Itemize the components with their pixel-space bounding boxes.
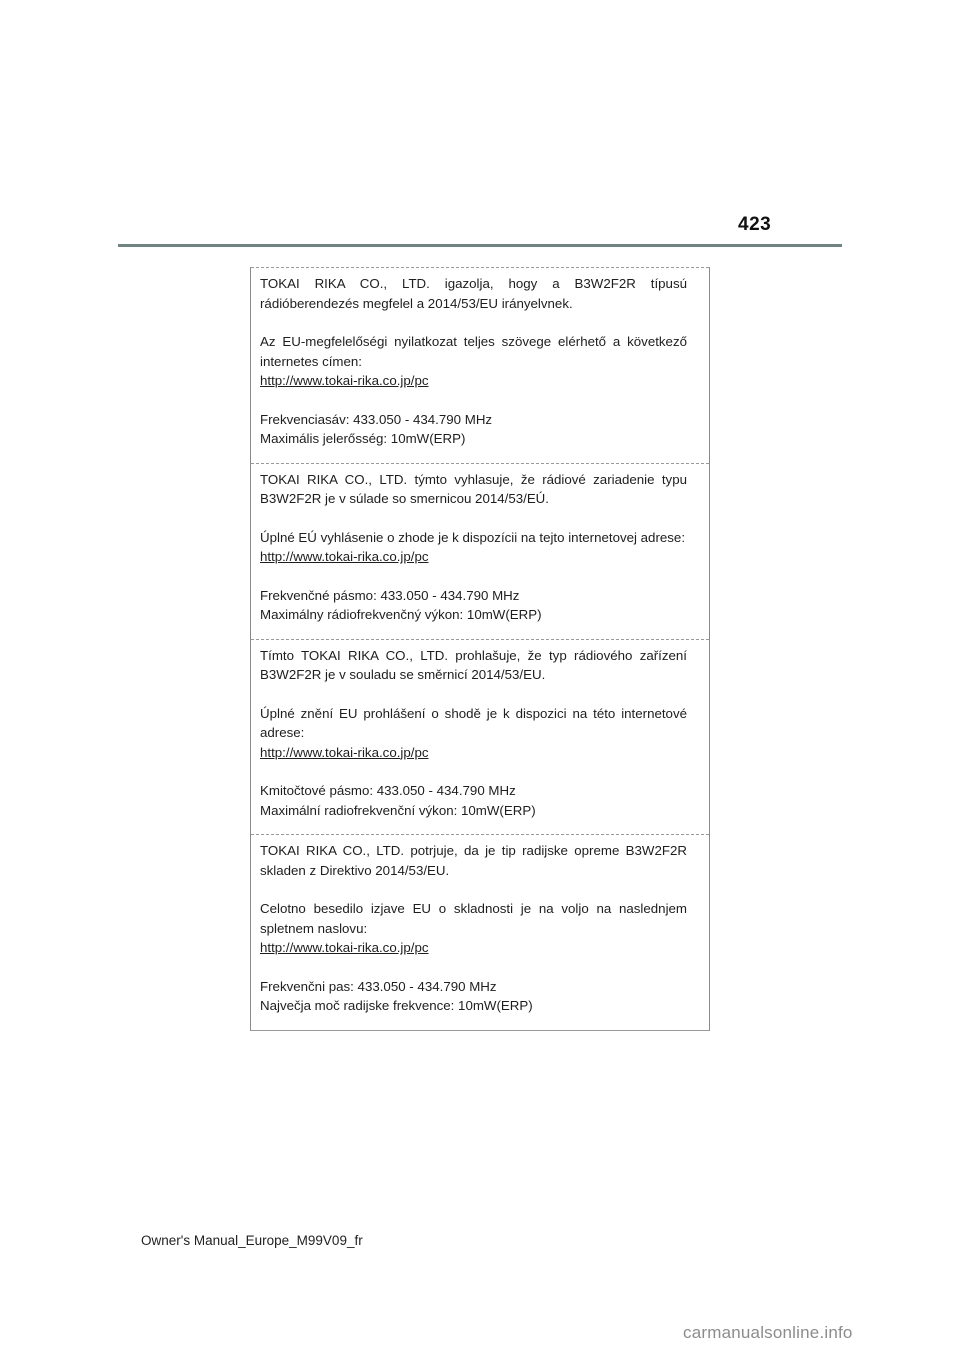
declaration-intro: TOKAI RIKA CO., LTD. igazolja, hogy a B3W2F2R típusú rádióberendezés megfelel a 2014/53/EU irányelvnek. xyxy=(260,276,687,311)
declaration-availability: Úplné znění EU prohlášení o shodě je k dispozici na této internetové adrese: xyxy=(260,705,687,740)
declaration-section-slovak xyxy=(251,463,709,639)
frequency-band: Kmitočtové pásmo: 433.050 - 434.790 MHz xyxy=(260,783,516,798)
declaration-box xyxy=(250,267,710,1031)
frequency-band: Frekvenčni pas: 433.050 - 434.790 MHz xyxy=(260,978,497,994)
spacer xyxy=(260,958,687,977)
declaration-availability: Úplné EÚ vyhlásenie o zhode je k dispozícii na tejto internetovej adrese: xyxy=(260,529,686,545)
spacer xyxy=(260,880,687,899)
header-rule xyxy=(118,244,842,247)
page-number: 423 xyxy=(738,214,772,235)
max-power: Maximální radiofrekvenční výkon: 10mW(ERP) xyxy=(260,802,536,818)
declaration-availability: Az EU-megfelelőségi nyilatkozat teljes szövege elérhető a következő internetes címen: xyxy=(260,334,687,369)
manual-id-footer: Owner's Manual_Europe_M99V09_fr xyxy=(141,1233,363,1248)
spacer xyxy=(260,391,687,410)
spacer xyxy=(260,762,687,781)
frequency-band: Frekvenčné pásmo: 433.050 - 434.790 MHz xyxy=(260,587,520,603)
declaration-intro: TOKAI RIKA CO., LTD. týmto vyhlasuje, že rádiové zariadenie typu B3W2F2R je v súlade so smernicou 2014/53/EÚ. xyxy=(260,471,687,506)
declaration-availability: Celotno besedilo izjave EU o skladnosti je na voljo na naslednjem spletnem naslovu: xyxy=(260,901,687,936)
declaration-section-hungarian xyxy=(251,267,709,463)
declaration-section-slovenian xyxy=(251,834,709,1030)
declaration-url-link[interactable]: http://www.tokai-rika.co.jp/pc xyxy=(260,549,429,564)
spacer xyxy=(260,509,687,528)
spacer xyxy=(260,567,687,586)
frequency-band: Frekvenciasáv: 433.050 - 434.790 MHz xyxy=(260,411,493,427)
max-power: Maximális jelerősség: 10mW(ERP) xyxy=(260,431,466,446)
declaration-url-link[interactable]: http://www.tokai-rika.co.jp/pc xyxy=(260,940,429,955)
declaration-section-czech xyxy=(251,639,709,835)
declaration-url-link[interactable]: http://www.tokai-rika.co.jp/pc xyxy=(260,744,429,760)
watermark: carmanualsonline.info xyxy=(683,1323,853,1342)
declaration-intro: Tímto TOKAI RIKA CO., LTD. prohlašuje, že typ rádiového zařízení B3W2F2R je v souladu se směrnicí 2014/53/EU. xyxy=(260,647,687,682)
spacer xyxy=(260,685,687,704)
declaration-intro: TOKAI RIKA CO., LTD. potrjuje, da je tip radijske opreme B3W2F2R skladen z Direktivo 2014/53/EU. xyxy=(260,843,687,878)
max-power: Maximálny rádiofrekvenčný výkon: 10mW(ERP) xyxy=(260,607,542,622)
declaration-url-link[interactable]: http://www.tokai-rika.co.jp/pc xyxy=(260,373,429,388)
spacer xyxy=(260,313,687,332)
max-power: Največja moč radijske frekvence: 10mW(ERP) xyxy=(260,998,533,1013)
